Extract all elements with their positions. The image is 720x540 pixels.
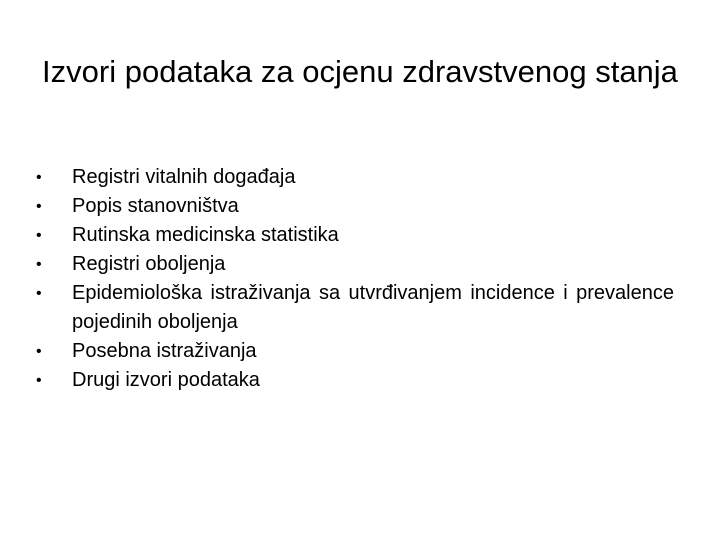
- bullet-list: [34, 163, 674, 395]
- list-item: [34, 250, 674, 279]
- list-item-text: Epidemiološka istraživanja sa utvrđivanjem incidence i prevalence pojedinih oboljenja: [72, 282, 674, 333]
- bullet-icon: •: [36, 372, 42, 389]
- list-item: [34, 279, 674, 337]
- list-item-text: Rutinska medicinska statistika: [72, 224, 339, 246]
- bullet-icon: •: [36, 285, 42, 302]
- bullet-icon: •: [36, 227, 42, 244]
- list-item-text: Registri oboljenja: [72, 253, 226, 275]
- list-item: [34, 163, 674, 192]
- list-item: [34, 366, 674, 395]
- list-item-text: Registri vitalnih događaja: [72, 166, 296, 188]
- bullet-icon: •: [36, 169, 42, 186]
- bullet-icon: •: [36, 343, 42, 360]
- list-item-text: Popis stanovništva: [72, 195, 239, 217]
- list-item: [34, 192, 674, 221]
- list-item: [34, 221, 674, 250]
- list-item-text: Drugi izvori podataka: [72, 369, 260, 391]
- list-item: [34, 337, 674, 366]
- slide-title: Izvori podataka za ocjenu zdravstvenog stanja: [42, 54, 678, 89]
- list-item-text: Posebna istraživanja: [72, 340, 257, 362]
- bullet-icon: •: [36, 256, 42, 273]
- bullet-icon: •: [36, 198, 42, 215]
